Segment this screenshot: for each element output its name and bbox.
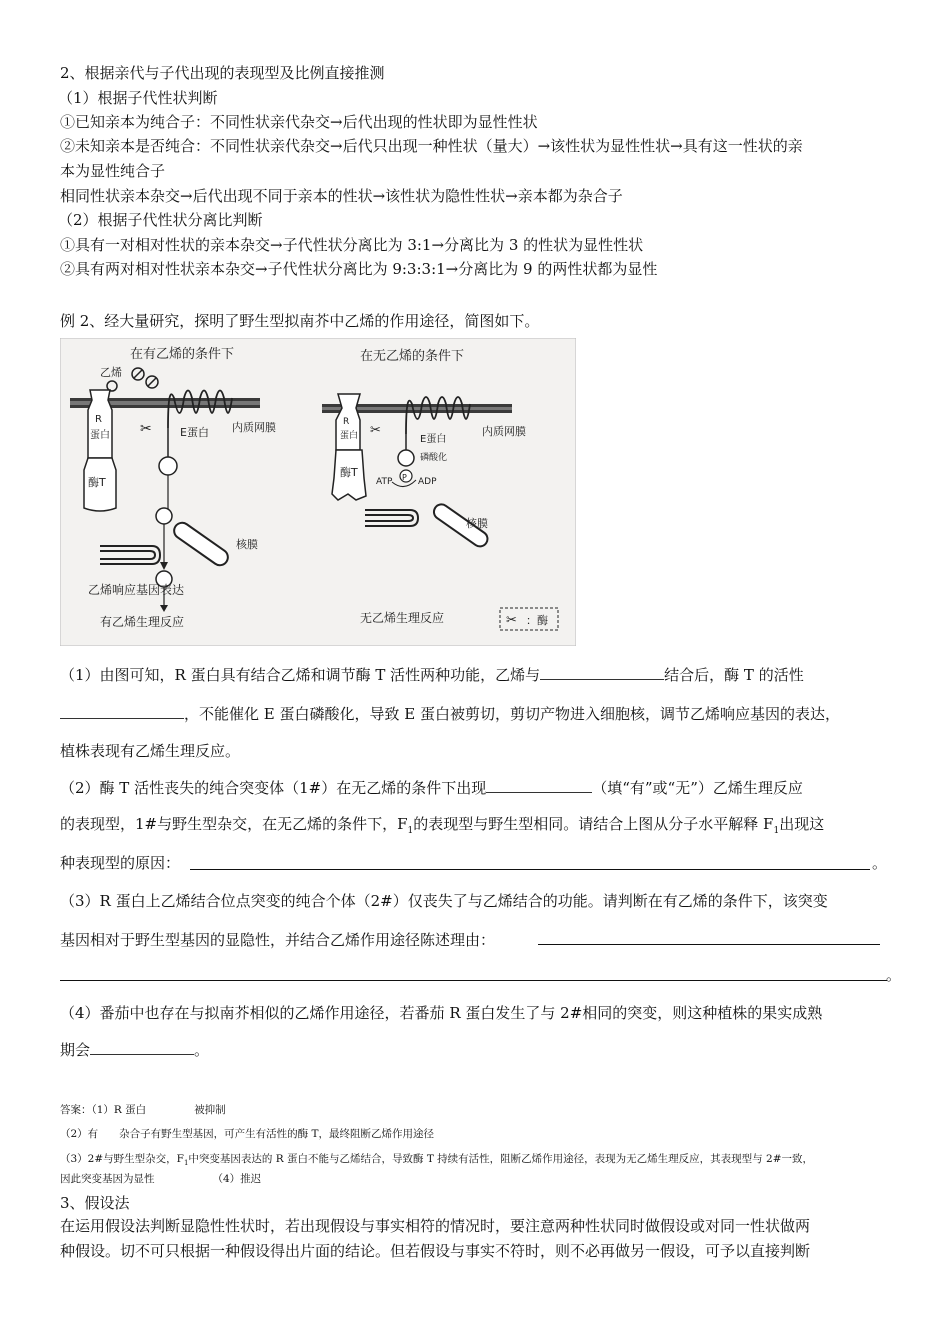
right-e-protein-label: E蛋白 [420, 434, 447, 445]
left-r-protein [88, 390, 112, 458]
svg-text:R: R [95, 414, 102, 425]
section-2-title: 2、根据亲代与子代出现的表现型及比例直接推测 [60, 64, 385, 82]
left-enzyme-t [84, 458, 116, 511]
q1-line2: ，不能催化 E 蛋白磷酸化，导致 E 蛋白被剪切，剪切产物进入细胞核，调节乙烯响应基因的表达， [60, 704, 840, 724]
q4-line2: 期会 。 [60, 1041, 210, 1059]
q2-line3-label: 种表现型的原因： [60, 854, 181, 872]
q1-blank-1[interactable] [540, 665, 664, 680]
gene-expression-label: 乙烯响应基因表达 [88, 583, 185, 597]
q2-period: 。 [872, 854, 888, 872]
q3-period: 。 [886, 966, 902, 984]
answer-1: 答案：（1）R 蛋白 被抑制 [60, 1104, 226, 1116]
left-er-membrane-label: 内质网膜 [232, 421, 276, 434]
adp-label: ADP [418, 477, 437, 487]
figure-left-title: 在有乙烯的条件下 [130, 347, 235, 362]
answer-3b: 因此突变基因为显性 （4）推迟 [60, 1173, 262, 1185]
section-3-title: 3、假设法 [60, 1194, 130, 1212]
q2-blank-1[interactable] [486, 778, 592, 793]
section-2-sub2: （2）根据子代性状分离比判断 [58, 211, 263, 229]
svg-text:核膜: 核膜 [466, 517, 488, 530]
section-3-para-1: 在运用假设法判断显隐性性状时，若出现假设与事实相符的情况时，要注意两种性状同时做假设或对同一性状做两 [60, 1217, 811, 1235]
section-2-line1: ①已知亲本为纯合子：不同性状亲代杂交→后代出现的性状即为显性性状 [60, 113, 538, 131]
section-2-line2b: 本为显性纯合子 [60, 162, 166, 180]
svg-text:酶T: 酶T [340, 466, 358, 479]
atp-label: ATP [376, 477, 393, 487]
phosphorylation-label: 磷酸化 [420, 453, 448, 463]
right-er-membrane-label: 内质网膜 [482, 425, 526, 438]
q2-line1: （2）酶 T 活性丧失的纯合突变体（1#）在无乙烯的条件下出现 （填“有”或“无”）乙烯生理反应 [60, 779, 803, 797]
q1-line3: 植株表现有乙烯生理反应。 [60, 742, 241, 760]
figure-right-title: 在无乙烯的条件下 [360, 349, 465, 364]
left-e-protein-label: E蛋白 [180, 426, 209, 439]
section-2-sub1: （1）根据子代性状判断 [58, 89, 218, 107]
svg-text:R: R [343, 417, 350, 427]
left-scissors-icon: ✂ [140, 421, 152, 437]
section-3-para-2: 种假设。切不可只根据一种假设得出片面的结论。但若假设与事实不符时，则不必再做另一假设，可予以直接判断 [60, 1242, 811, 1260]
legend-scissors-icon: ✂ [506, 613, 517, 628]
q4-blank[interactable] [90, 1040, 194, 1055]
answer-3a: （3）2#与野生型杂交，$F_1$中突变基因表达的 R 蛋白不能与乙烯结合，导致酶 T 持续有活性，阻断乙烯作用途径，表现为无乙烯生理反应，其表现型与 2#一致， [60, 1153, 813, 1168]
svg-text:：酶: ：酶 [526, 614, 548, 627]
right-enzyme-t [332, 450, 366, 500]
svg-text:蛋白: 蛋白 [90, 430, 110, 441]
q3-line2-label: 基因相对于野生型基因的显隐性，并结合乙烯作用途径陈述理由： [60, 931, 496, 949]
section-2-line4: ①具有一对相对性状的亲本杂交→子代性状分离比为 3:1→分离比为 3 的性状为显性性状 [60, 236, 644, 254]
svg-text:乙烯: 乙烯 [100, 366, 122, 379]
phosphate-label: P [402, 473, 407, 482]
q3-answer-line-2[interactable] [60, 980, 887, 981]
q3-answer-line-1[interactable] [538, 944, 880, 945]
section-2-line2a: ②未知亲本是否纯合：不同性状亲代杂交→后代只出现一种性状（量大）→该性状为显性性状→具有这一性状的亲 [60, 137, 803, 155]
q2-answer-line[interactable] [190, 869, 870, 870]
right-scissors-icon: ✂ [370, 423, 381, 438]
answer-2: （2）有 杂合子有野生型基因，可产生有活性的酶 T，最终阻断乙烯作用途径 [60, 1128, 435, 1140]
response-no-label: 无乙烯生理反应 [360, 611, 445, 625]
q3-line1: （3）R 蛋白上乙烯结合位点突变的纯合个体（2#）仅丧失了与乙烯结合的功能。请判断在有乙烯的条件下，该突变 [60, 892, 828, 910]
example-2-intro: 例 2、经大量研究，探明了野生型拟南芥中乙烯的作用途径，简图如下。 [60, 312, 540, 330]
q1-blank-2[interactable] [60, 704, 184, 719]
svg-text:核膜: 核膜 [236, 538, 258, 551]
section-2-line5: ②具有两对相对性状亲本杂交→子代性状分离比为 9:3:3:1→分离比为 9 的两性状都为显性 [60, 260, 658, 278]
q1-line1: （1）由图可知，R 蛋白具有结合乙烯和调节酶 T 活性两种功能，乙烯与 结合后，酶 T 的活性 [60, 666, 804, 684]
section-2-line3: 相同性状亲本杂交→后代出现不同于亲本的性状→该性状为隐性性状→亲本都为杂合子 [60, 187, 623, 205]
ethylene-pathway-figure [60, 338, 576, 646]
q2-line2: 的表现型，1#与野生型杂交，在无乙烯的条件下，$F_1$的表现型与野生型相同。请结合上图从分子水平解释 $F_1$出现这 [60, 815, 825, 836]
q4-line1: （4）番茄中也存在与拟南芥相似的乙烯作用途径，若番茄 R 蛋白发生了与 2#相同的突变，则这种植株的果实成熟 [60, 1004, 823, 1022]
svg-text:蛋白: 蛋白 [340, 431, 359, 441]
svg-text:酶T: 酶T [88, 476, 106, 489]
response-yes-label: 有乙烯生理反应 [100, 615, 185, 629]
